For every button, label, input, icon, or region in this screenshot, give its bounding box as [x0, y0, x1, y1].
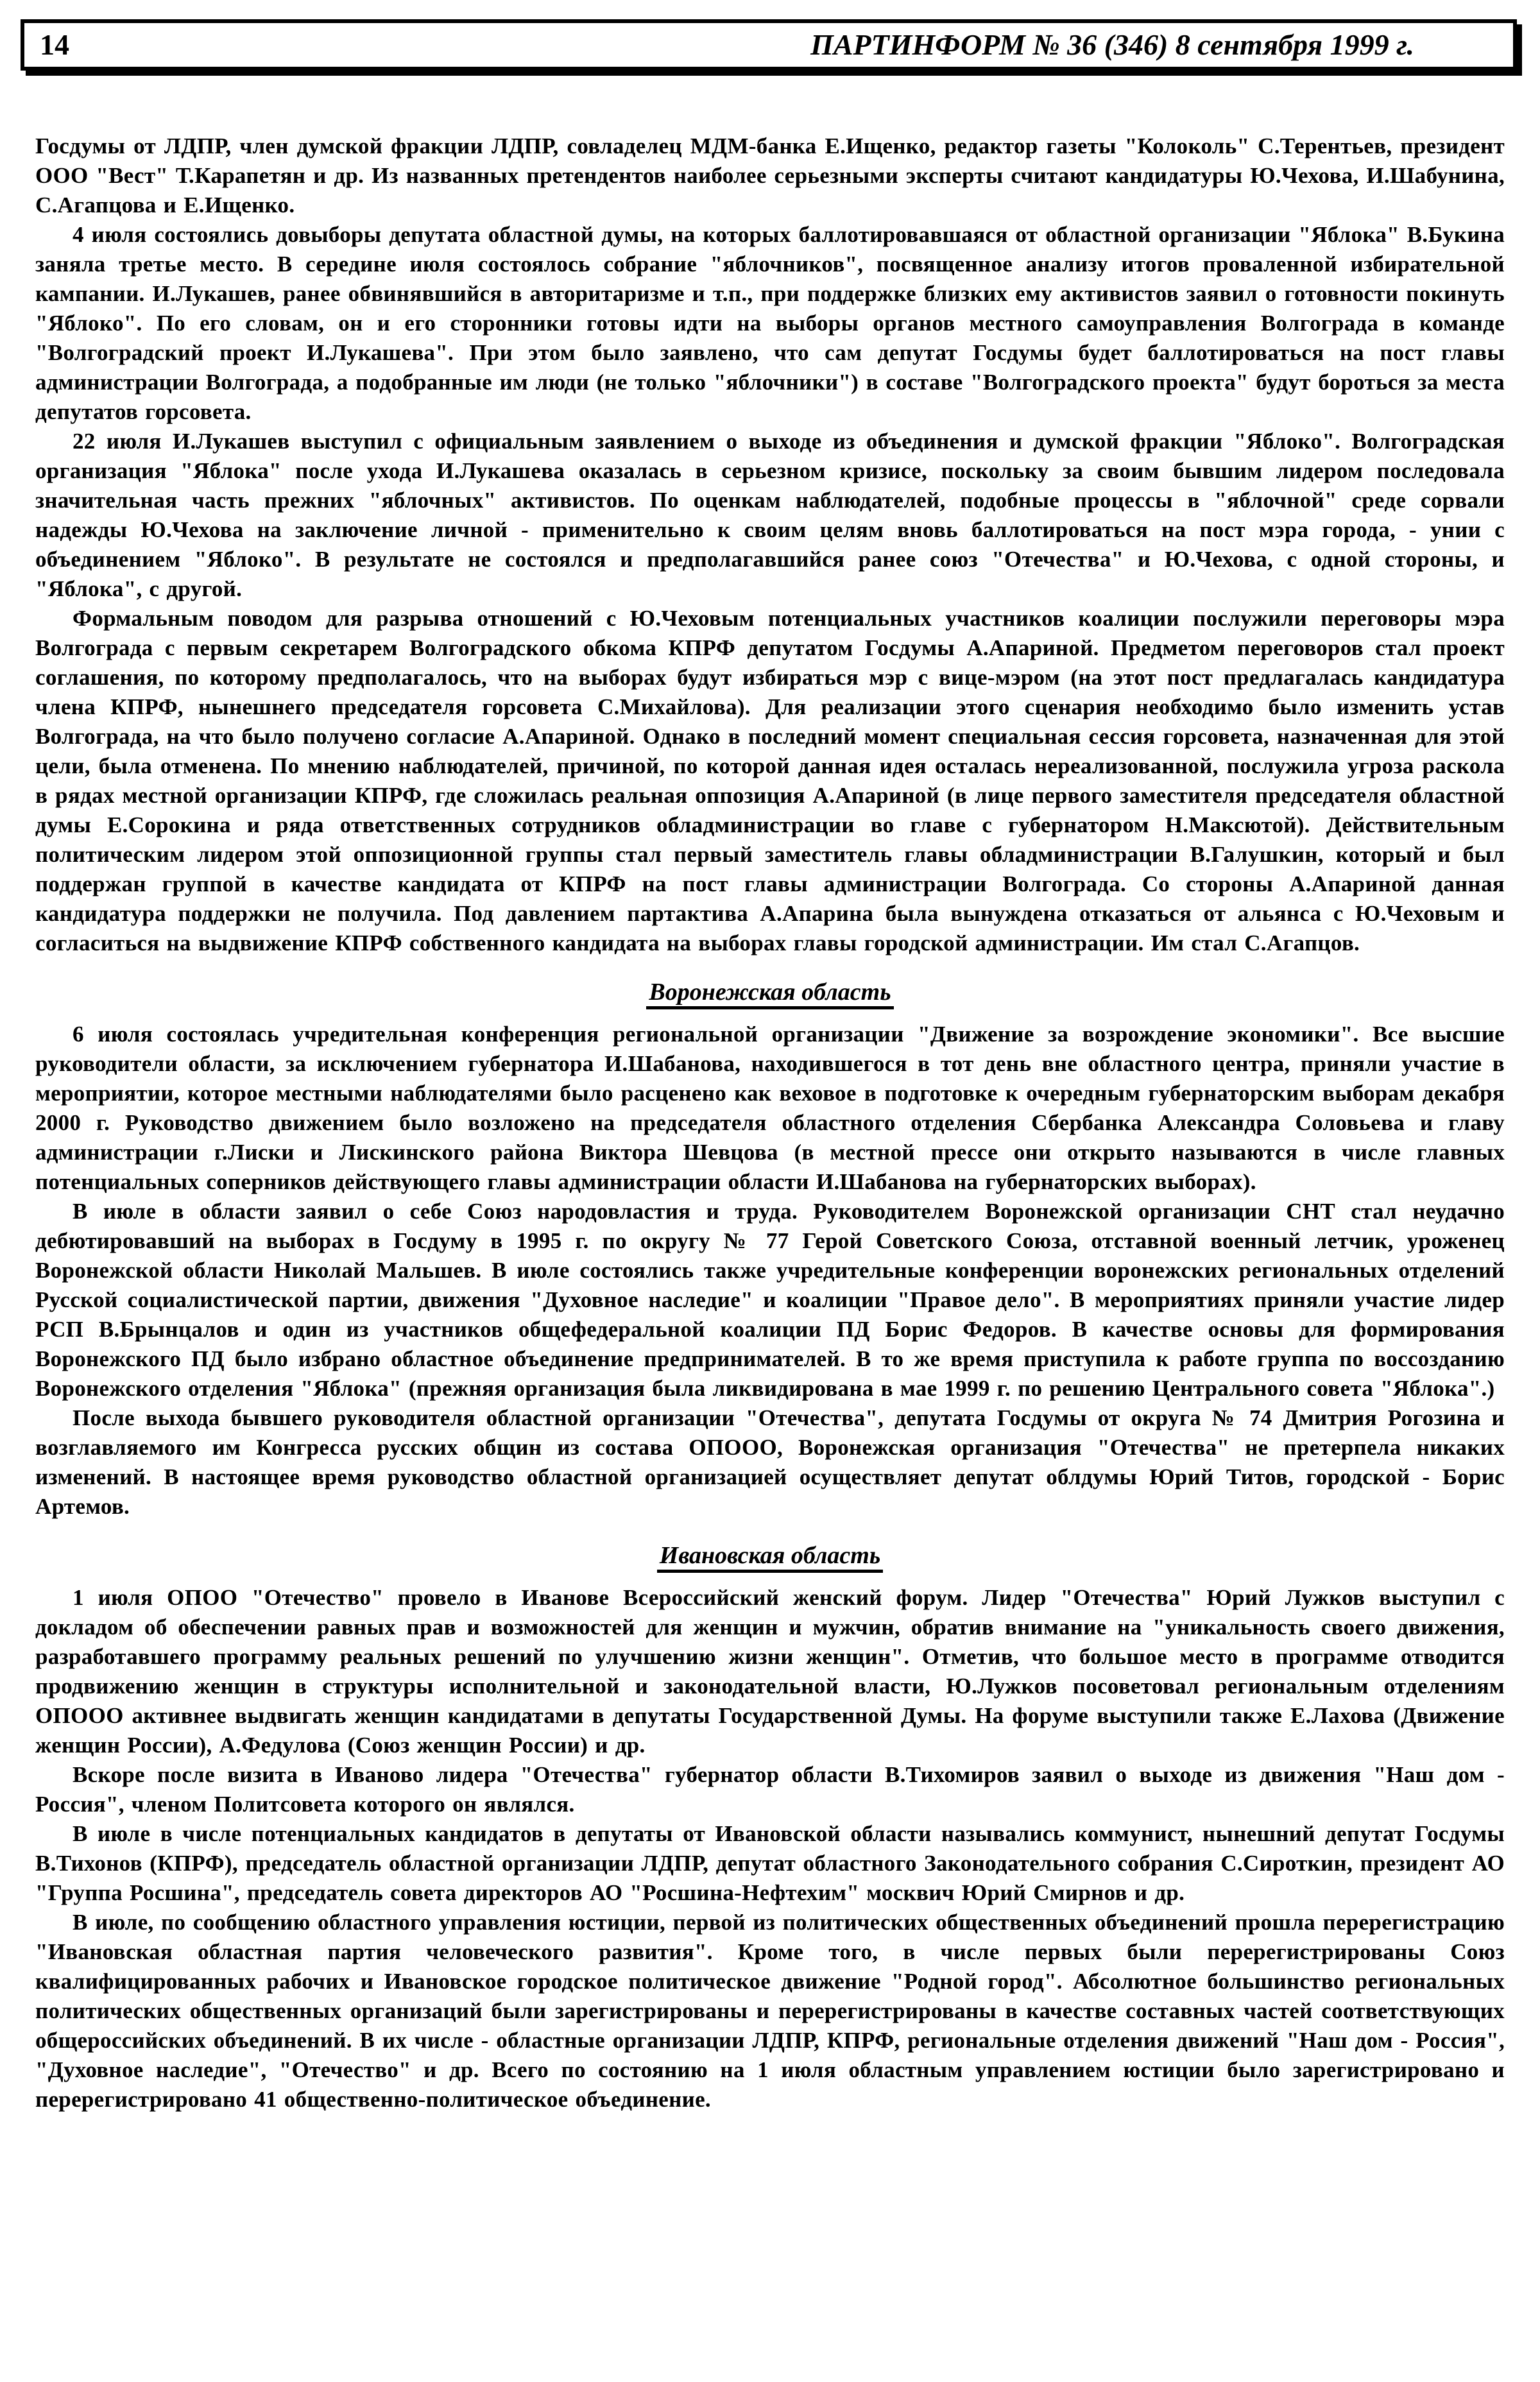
section-heading-text: Ивановская область	[657, 1542, 883, 1573]
paragraph: В июле, по сообщению областного управления юстиции, первой из политических общественных объединений прошла перерегистрацию "Ивановская областная партия человеческого развития". Кроме того, в числе первых были перерегистрированы Союз квалифицированных рабочих и Ивановское городское политическое движение "Родной город". Абсолютное большинство региональных политических общественных организаций были зарегистрированы и перерегистрированы в качестве составных частей соответствующих общероссийских объединений. В их числе - областные организации ЛДПР, КПРФ, региональные отделения движений "Наш дом - Россия", "Духовное наследие", "Отечество" и др. Всего по состоянию на 1 июля областным управлением юстиции было зарегистрировано и перерегистрировано 41 общественно-политическое объединение.	[35, 1910, 1505, 2112]
section-heading-text: Воронежская область	[646, 979, 893, 1009]
paragraph: Госдумы от ЛДПР, член думской фракции ЛДПР, совладелец МДМ-банка Е.Ищенко, редактор газеты "Колоколь" С.Терентьев, президент ООО "Вест" Т.Карапетян и др. Из названных претендентов наиболее серьезными эксперты считают кандидатуры Ю.Чехова, И.Шабунина, С.Агапцова и Е.Ищенко.	[35, 133, 1505, 218]
paragraph: Формальным поводом для разрыва отношений с Ю.Чеховым потенциальных участников коалиции послужили переговоры мэра Волгограда с первым секретарем Волгоградского обкома КПРФ депутатом Госдумы А.Апариной. Предметом переговоров стал проект соглашения, по которому предполагалось, что на выборах будут избираться мэр с вице-мэром (на этот пост предлагалась кандидатура члена КПРФ, нынешнего председателя горсовета С.Михайлова). Для реализации этого сценария необходимо было изменить устав Волгограда, на что было получено согласие А.Апариной. Однако в последний момент специальная сессия горсовета, назначенная для этой цели, была отменена. По мнению наблюдателей, причиной, по которой данная идея осталась нереализованной, послужила угроза раскола в рядах местной организации КПРФ, где сложилась реальная оппозиция А.Апариной (в лице первого заместителя председателя областной думы Е.Сорокина и ряда ответственных сотрудников обладминистрации во главе с губернатором Н.Максютой). Действительным политическим лидером этой оппозиционной группы стал первый заместитель главы обладминистрации В.Галушкин, который и был поддержан группой в качестве кандидата от КПРФ на пост главы администрации Волгограда. Со стороны А.Апариной данная кандидатура поддержки не получила. Под давлением партактива А.Апарина была вынуждена отказаться от альянса с Ю.Чеховым и согласиться на выдвижение КПРФ собственного кандидата на выборах главы городской администрации. Им стал С.Агапцов.	[35, 606, 1505, 955]
paragraph: 6 июля состоялась учредительная конференция региональной организации "Движение за возрождение экономики". Все высшие руководители области, за исключением губернатора И.Шабанова, находившегося в тот день вне областного центра, приняли участие в мероприятии, которое местными наблюдателями было расценено как веховое в подготовке к очередным губернаторским выборам декабря 2000 г. Руководство движением было возложено на председателя областного отделения Сбербанка Александра Соловьева и главу администрации г.Лиски и Лискинского района Виктора Шевцова (в местной прессе они открыто называются в числе главных потенциальных соперников действующего главы администрации области И.Шабанова на губернаторских выборах).	[35, 1022, 1505, 1194]
section-volgograd-continued	[35, 132, 1505, 958]
paragraph: Вскоре после визита в Иваново лидера "Отечества" губернатор области В.Тихомиров заявил о выходе из движения "Наш дом - Россия", членом Политсовета которого он являлся.	[35, 1762, 1505, 1817]
section-heading-voronezh	[35, 977, 1505, 1007]
paragraph: После выхода бывшего руководителя областной организации "Отечества", депутата Госдумы от округа № 74 Дмитрия Рогозина и возглавляемого им Конгресса русских общин из состава ОПООО, Воронежская организация "Отечества" не претерпела никаких изменений. В настоящее время руководство областной организацией осуществляет депутат облдумы Юрий Титов, городской - Борис Артемов.	[35, 1405, 1505, 1519]
section-heading-ivanovo	[35, 1541, 1505, 1570]
paragraph: 1 июля ОПОО "Отечество" провело в Иванове Всероссийский женский форум. Лидер "Отечества" Юрий Лужков выступил с докладом об обеспечении равных прав и возможностей для женщин и мужчин, обратив внимание на "уникальность своего движения, разработавшего программу реальных решений по улучшению жизни женщин". Отметив, что большое место в программе отводится продвижению женщин в структуры исполнительной и законодательной власти, Ю.Лужков посоветовал региональным отделениям ОПООО активнее выдвигать женщин кандидатами в депутаты Государственной Думы. На форуме выступили также Е.Лахова (Движение женщин России), А.Федулова (Союз женщин России) и др.	[35, 1585, 1505, 1758]
issue-title: ПАРТИНФОРМ № 36 (346) 8 сентября 1999 г.	[810, 28, 1414, 61]
section-ivanovo	[35, 1541, 1505, 2114]
paragraph: В июле в области заявил о себе Союз народовластия и труда. Руководителем Воронежской организации СНТ стал неудачно дебютировавший на выборах в Госдуму в 1995 г. по округу № 77 Герой Советского Союза, отставной военный летчик, уроженец Воронежской области Николай Мальшев. В июле состоялись также учредительные конференции воронежских региональных отделений Русской социалистической партии, движения "Духовное наследие" и коалиции "Правое дело". В мероприятиях приняли участие лидер РСП В.Брынцалов и один из участников общефедеральной коалиции ПД Борис Федоров. В качестве основы для формирования Воронежского ПД было избрано областное объединение предпринимателей. В то же время приступила к работе группа по воссозданию Воронежского отделения "Яблока" (прежняя организация была ликвидирована в мае 1999 г. по решению Центрального совета "Яблока".)	[35, 1199, 1505, 1401]
document-body	[35, 132, 1505, 2114]
page-header	[21, 19, 1517, 71]
section-voronezh	[35, 977, 1505, 1521]
paragraph: 22 июля И.Лукашев выступил с официальным заявлением о выходе из объединения и думской фракции "Яблоко". Волгоградская организация "Яблока" после ухода И.Лукашева оказалась в серьезном кризисе, поскольку за своим бывшим лидером последовала значительная часть прежних "яблочных" активистов. По оценкам наблюдателей, подобные процессы в "яблочной" среде сорвали надежды Ю.Чехова на заключение личной - применительно к своим целям вновь баллотироваться на пост мэра города, - унии с объединением "Яблоко". В результате не состоялся и предполагавшийся ранее союз "Отечества" и Ю.Чехова, с одной стороны, и "Яблока", с другой.	[35, 429, 1505, 601]
paragraph: 4 июля состоялись довыборы депутата областной думы, на которых баллотировавшаяся от областной организации "Яблока" В.Букина заняла третье место. В середине июля состоялось собрание "яблочников", посвященное анализу итогов проваленной избирательной кампании. И.Лукашев, ранее обвинявшийся в авторитаризме и т.п., при поддержке близких ему активистов заявил о готовности покинуть "Яблоко". По его словам, он и его сторонники готовы идти на выборы органов местного самоуправления Волгограда в команде "Волгоградский проект И.Лукашева". При этом было заявлено, что сам депутат Госдумы будет баллотироваться на пост главы администрации Волгограда, а подобранные им люди (не только "яблочники") в составе "Волгоградского проекта" будут бороться за места депутатов горсовета.	[35, 222, 1505, 424]
page-number: 14	[40, 28, 69, 61]
paragraph: В июле в числе потенциальных кандидатов в депутаты от Ивановской области назывались коммунист, нынешний депутат Госдумы В.Тихонов (КПРФ), председатель областной организации ЛДПР, депутат областного Законодательного собрания С.Сироткин, президент АО "Группа Росшина", председатель совета директоров АО "Росшина-Нефтехим" москвич Юрий Смирнов и др.	[35, 1821, 1505, 1905]
